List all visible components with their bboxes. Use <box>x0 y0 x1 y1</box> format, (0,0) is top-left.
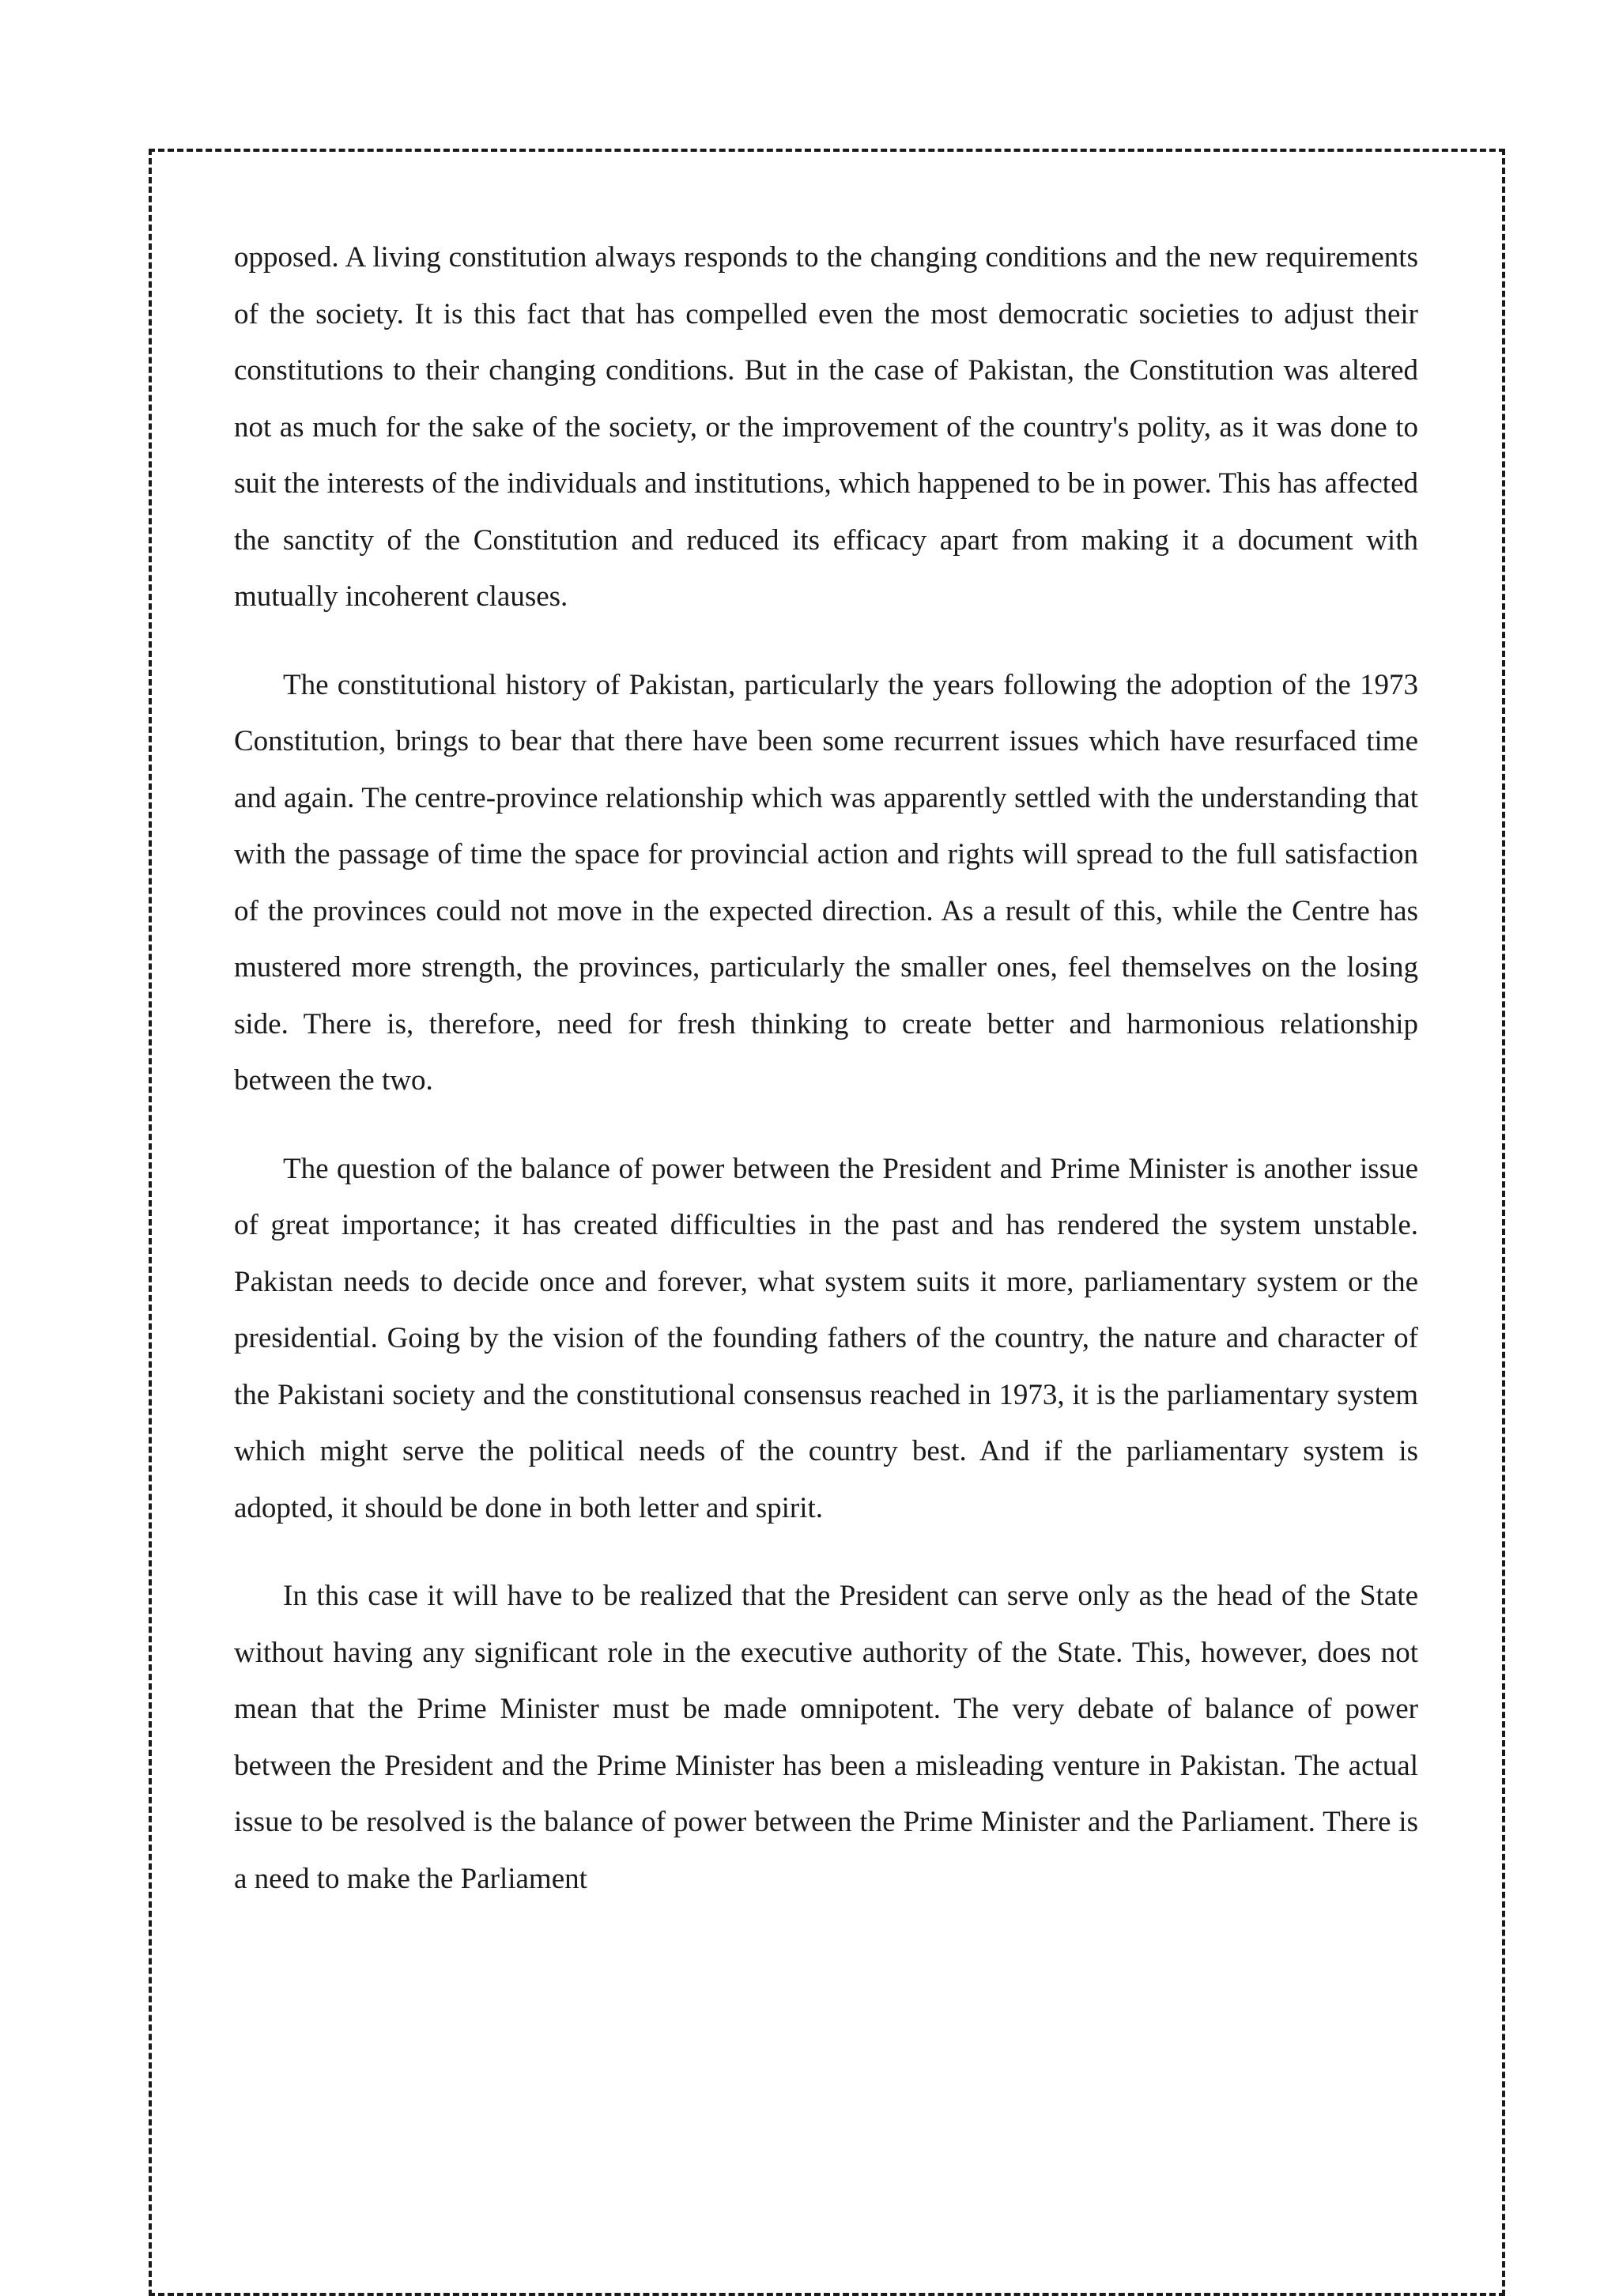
paragraph-2: The constitutional history of Pakistan, particularly the years following the adoption of the 1973 Constitution, brings to bear that there have been some recurrent issues which have resurfaced time and again. The centre-province relationship which was apparently settled with the understanding that with the passage of time the space for provincial action and rights will spread to the full satisfaction of the provinces could not move in the expected direction. As a result of this, while the Centre has mustered more strength, the provinces, particularly the smaller ones, feel themselves on the losing side. There is, therefore, need for fresh thinking to create better and harmonious relationship between the two. <box>234 668 1418 1097</box>
paragraph-4: In this case it will have to be realized that the President can serve only as the head of the State without having any significant role in the executive authority of the State. This, however, does not mean that the Prime Minister must be made omnipotent. The very debate of balance of power between the President and the Prime Minister has been a misleading venture in Pakistan. The actual issue to be resolved is the balance of power between the Prime Minister and the Parliament. There is a need to make the Parliament <box>234 1580 1418 1895</box>
document-body <box>234 229 1418 1939</box>
paragraph-1: opposed. A living constitution always responds to the changing conditions and the new requirements of the society. It is this fact that has compelled even the most democratic societies to adjust their constitutions to their changing conditions. But in the case of Pakistan, the Constitution was altered not as much for the sake of the society, or the improvement of the country's polity, as it was done to suit the interests of the individuals and institutions, which happened to be in power. This has affected the sanctity of the Constitution and reduced its efficacy apart from making it a document with mutually incoherent clauses. <box>234 241 1418 613</box>
paragraph-3: The question of the balance of power between the President and Prime Minister is another issue of great importance; it has created difficulties in the past and has rendered the system unstable. Pakistan needs to decide once and forever, what system suits it more, parliamentary system or the presidential. Going by the vision of the founding fathers of the country, the nature and character of the Pakistani society and the constitutional consensus reached in 1973, it is the parliamentary system which might serve the political needs of the country best. And if the parliamentary system is adopted, it should be done in both letter and spirit. <box>234 1152 1418 1524</box>
